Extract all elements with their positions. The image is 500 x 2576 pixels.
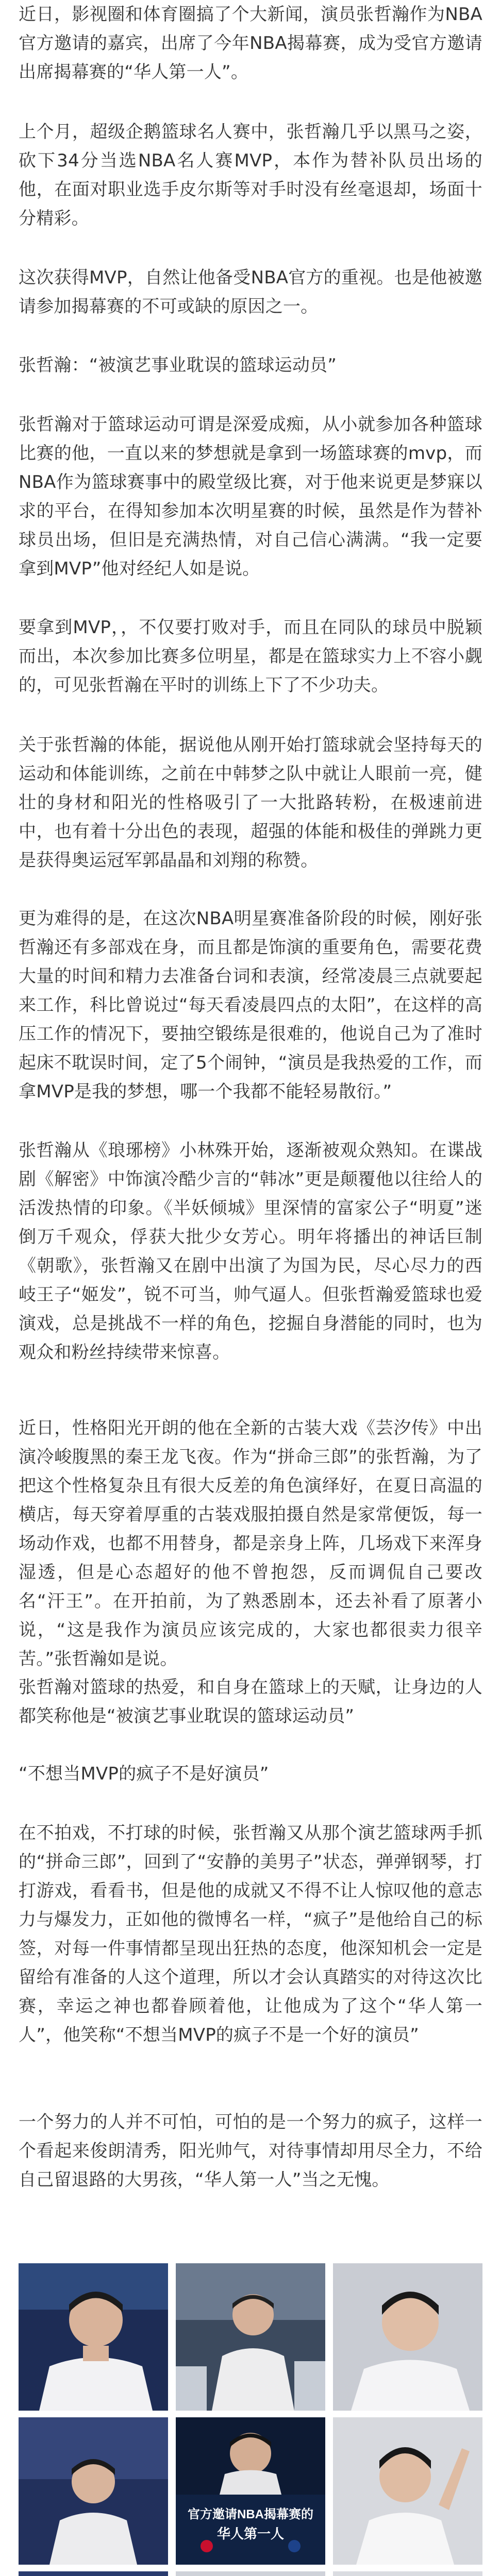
paragraph-win-mvp: 要拿到MVP，，不仅要打败对手，而且在同队的球员中脱颖而出，本次参加比赛多位明星，都是在篮球实力上不容小觑的，可见张哲瀚在平时的训练上下了不少功夫。 [19, 617, 482, 696]
photo-gallery [19, 2263, 482, 2576]
photo-arena-crowd [19, 2417, 168, 2565]
photo-court-arena-wide [19, 2571, 168, 2576]
paragraph-nba-attention: 这次获得MVP，自然让他备受NBA官方的重视。也是他被邀请参加揭幕赛的不可或缺的原因之一。 [19, 267, 482, 317]
paragraph-mvp-game: 上个月，超级企鹅篮球名人赛中，张哲瀚几乎以黑马之姿，砍下34分当选NBA名人赛MVP，本作为替补队员出场的他，在面对职业选手皮尔斯等对手时没有丝毫退却，场面十分精彩。 [19, 122, 482, 229]
paragraph-new-drama: 近日，性格阳光开朗的他在全新的古装大戏《芸汐传》中出演冷峻腹黑的秦王龙飞夜。作为“拼命三郎”的张哲瀚，为了把这个性格复杂且有很大反差的角色演绎好，在夏日高温的横店，每天穿着厚重的古装戏服拍摄自然是家常便饭，每一场动作戏，也都不用替身，都是亲身上阵，几场戏下来浑身湿透，但是心态超好的他不曾抱怨，反而调侃自己要改名“汗王”。在开拍前，为了熟悉剧本，还去补看了原著小说，“这是我作为演员应该完成的，大家也都很卖力很辛苦。”张哲瀚如是说。 [19, 1418, 482, 1669]
section-heading-crazy-mvp: “不想当MVP的疯子不是好演员” [19, 1764, 269, 1784]
photo-portrait-smile [333, 2263, 482, 2411]
photo-on-court-team [176, 2263, 325, 2411]
photo-laughing [333, 2571, 482, 2576]
poster-title: 官方邀请NBA揭幕赛的 [188, 2507, 313, 2521]
paragraph-busy-schedule: 更为难得的是，在这次NBA明星赛准备阶段的时候，刚好张哲瀚还有多部戏在身，而且都是饰演的重要角色，需要花费大量的时间和精力去准备台词和表演，经常凌晨三点就要起来工作，科比曾说过“每天看凌晨四点的太阳”，在这样的高压工作的情况下，要抽空锻练是很难的，他说自己为了准时起床不耽误时间，定了5个闹钟，“演员是我热爱的工作，而拿MVP是我的梦想，哪一个我都不能轻易散衍。” [19, 908, 482, 1102]
paragraph-off-duty: 在不拍戏，不打球的时候，张哲瀚又从那个演艺篮球两手抓的“拼命三郎”，回到了“安静的美男子”状态，弹弹钢琴，打打游戏，看看书，但是他的成就又不得不让人惊叹他的意志力与爆发力，正如他的微博名一样，“疯子”是他给自己的标签，对每一件事情都呈现出狂热的态度，他深知机会一定是留给有准备的人这个道理，所以才会认真踏实的对待这次比赛，幸运之神也都眷顾着他，让他成为了这个“华人第一人”，他笑称“不想当MVP的疯子不是一个好的演员” [19, 1823, 482, 2045]
paragraph-intro: 近日，影视圈和体育圈搞了个大新闻，演员张哲瀚作为NBA官方邀请的嘉宾，出席了今年NBA揭幕赛，成为受官方邀请出席揭幕赛的“华人第一人”。 [19, 4, 482, 82]
paragraph-basketball-talent: 张哲瀚对篮球的热爱，和自身在篮球上的天赋，让身边的人都笑称他是“被演艺事业耽误的篮球运动员” [19, 1677, 482, 1726]
paragraph-love-basketball: 张哲瀚对于篮球运动可谓是深爱成痴，从小就参加各种篮球比赛的他，一直以来的梦想就是拿到一场篮球赛的mvp，而NBA作为篮球赛事中的殿堂级比赛，对于他来说更是梦寐以求的平台，在得知参加本次明星赛的时候，虽然是作为替补球员出场，但旧是充满热情，对自己信心满满。“我一定要拿到MVP”他对经纪人如是说。 [19, 414, 482, 579]
paragraph-fitness: 关于张哲瀚的体能，据说他从刚开始打篮球就会坚持每天的运动和体能训练，之前在中韩梦之队中就让人眼前一亮，健壮的身材和阳光的性格吸引了一大批路转粉，在极速前进中，也有着十分出色的表现，超强的体能和极佳的弹跳力更是获得奥运冠军郭晶晶和刘翔的称赞。 [19, 735, 482, 871]
photo-player-white-jersey [19, 2263, 168, 2411]
photo-cheering [333, 2417, 482, 2565]
photo-official-poster [176, 2417, 325, 2565]
section-heading-basketball: 张哲瀚：“被演艺事业耽误的篮球运动员” [19, 355, 337, 376]
photo-speaking [176, 2571, 325, 2576]
paragraph-conclusion: 一个努力的人并不可怕，可怕的是一个努力的疯子，这样一个看起来俊朗清秀，阳光帅气，对待事情却用尽全力，不给自己留退路的大男孩，“华人第一人”当之无愧。 [19, 2112, 482, 2190]
paragraph-acting-career: 张哲瀚从《琅琊榜》小林殊开始，逐渐被观众熟知。在谍战剧《解密》中饰演冷酷少言的“韩冰”更是颠覆他以往给人的活泼热情的印象。《半妖倾城》里深情的富家公子“明夏”迷倒万千观众，俘获大批少女芳心。明年将播出的神话巨制《朝歌》，张哲瀚又在剧中出演了为国为民，尽心尽力的西岐王子“姬发”，锐不可当，帅气逼人。但张哲瀚爱篮球也爱演戏，总是挑战不一样的角色，挖掘自身潜能的同时，也为观众和粉丝持续带来惊喜。 [19, 1140, 482, 1363]
poster-subtitle: 华人第一人 [216, 2526, 284, 2541]
